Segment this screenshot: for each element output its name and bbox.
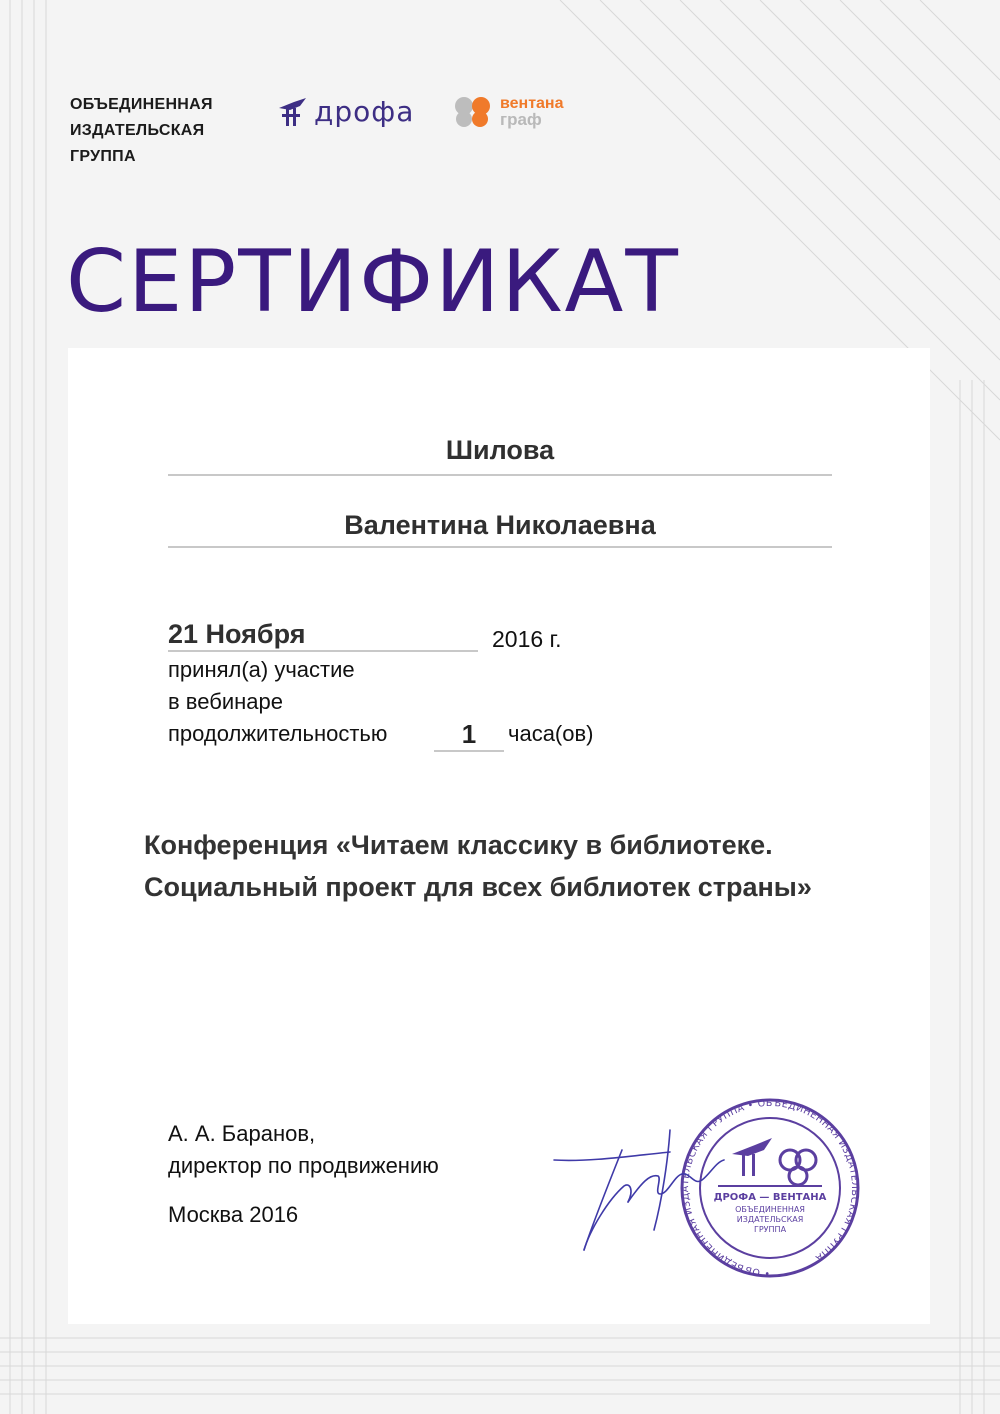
- recipient-surname: Шилова: [168, 432, 832, 476]
- publisher-line-1: ОБЪЕДИНЕННАЯ: [70, 96, 213, 113]
- duration-unit: часа(ов): [508, 721, 594, 746]
- stamp-center-line3: ИЗДАТЕЛЬСКАЯ: [736, 1215, 804, 1224]
- signature-and-stamp: [550, 1090, 870, 1280]
- ventana-logo: [452, 94, 563, 130]
- certificate-title: СЕРТИФИКАТ: [66, 232, 680, 332]
- stamp-center-line2: ОБЪЕДИНЕННАЯ: [735, 1205, 805, 1214]
- drofa-logo: [276, 94, 414, 128]
- stamp-center-title: ДРОФА — ВЕНТАНА: [713, 1192, 827, 1203]
- stamp-ring-text: • ОБЪЕДИНЕННАЯ ИЗДАТЕЛЬСКАЯ ГРУППА • ОБЪЕДИНЕННАЯ ИЗДАТЕЛЬСКАЯ ГРУППА: [680, 1097, 861, 1279]
- graf-wordmark: граф: [500, 110, 542, 129]
- publisher-line-2: ИЗДАТЕЛЬСКАЯ: [70, 122, 205, 139]
- recipient-given-names: Валентина Николаевна: [168, 508, 832, 548]
- webinar-text: в вебинаре: [168, 689, 283, 714]
- signer-position: директор по продвижению: [168, 1153, 439, 1178]
- signer-name: А. А. Баранов,: [168, 1121, 316, 1146]
- event-date: 21 Ноября: [168, 618, 478, 652]
- place-and-year: Москва 2016: [168, 1202, 299, 1227]
- signer-block: [168, 1118, 439, 1182]
- event-title: Конференция «Читаем классику в библиотеке. Социальный проект для всех библиотек страны»: [144, 830, 812, 902]
- event-year: 2016 г.: [492, 626, 562, 652]
- official-stamp: [680, 1098, 860, 1278]
- svg-text:• ОБЪЕДИНЕННАЯ ИЗДАТЕЛЬСКАЯ ГР: [680, 1098, 860, 1278]
- publisher-name: [70, 92, 213, 170]
- duration-hours: 1: [434, 718, 504, 752]
- ventana-wordmark: вентана: [500, 95, 564, 112]
- drofa-wordmark: дрофа: [314, 94, 415, 128]
- stamp-center-line4: ГРУППА: [753, 1225, 787, 1234]
- butterfly-icon: [452, 94, 494, 130]
- publisher-line-3: ГРУППА: [70, 148, 136, 165]
- participated-text: принял(а) участие: [168, 657, 355, 682]
- bustard-bird-icon: [276, 94, 310, 128]
- duration-label: продолжительностью: [168, 721, 388, 746]
